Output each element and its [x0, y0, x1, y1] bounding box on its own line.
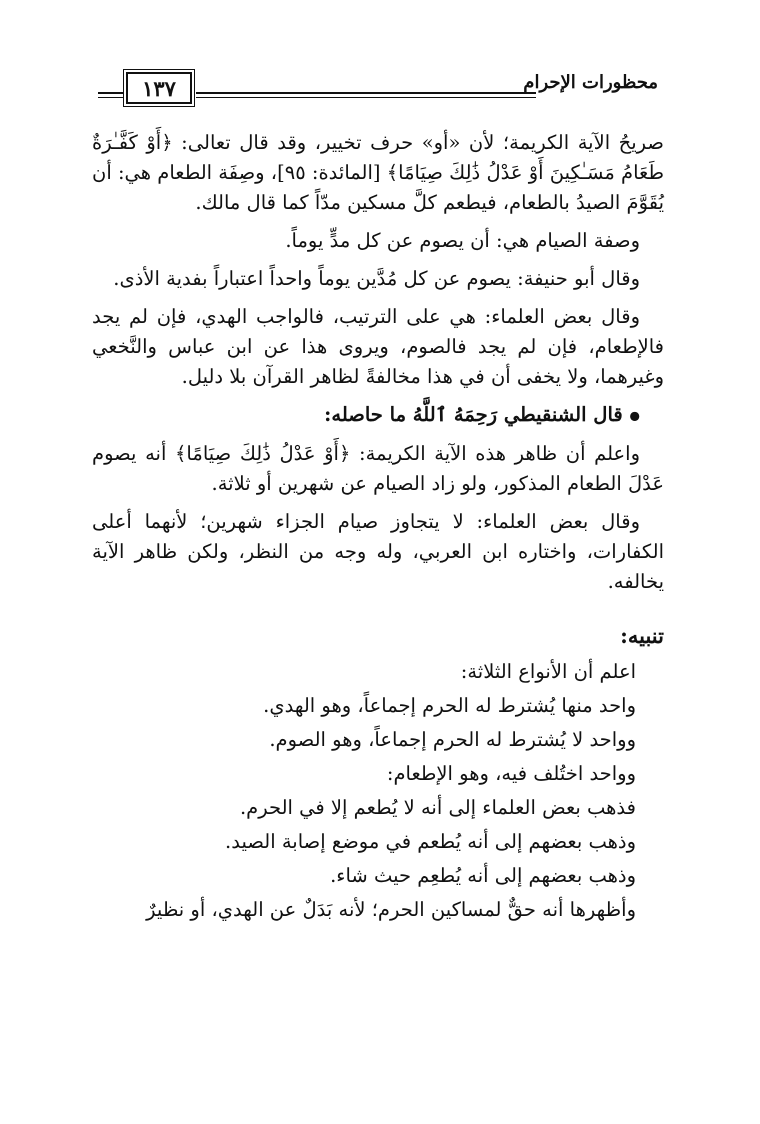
header-rule-right-thin: [196, 97, 536, 98]
header-rule-left-thin: [98, 97, 124, 98]
paragraph: واعلم أن ظاهر هذه الآية الكريمة: ﴿أَوْ عَدْلُ ذَٰلِكَ صِيَامًا﴾ أنه يصوم عَدْلَ الطعام المذكور، ولو زاد الصيام عن شهرين أو ثلاثة.: [92, 441, 664, 495]
note-line: اعلم أن الأنواع الثلاثة:: [460, 659, 636, 683]
page-number: ١٣٧: [142, 75, 176, 101]
paragraph: صريحُ الآية الكريمة؛ لأن «أو» حرف تخيير، وقد قال تعالى: ﴿أَوْ كَفَّـٰرَةٌ طَعَامُ مَسَـٰكِينَ أَوْ عَدْلُ ذَٰلِكَ صِيَامًا﴾ [المائدة: ٩٥]، وصِفَة الطعام هي: أن يُقَوَّمَ الصيدُ بالطعام، فيطعم كلَّ مسكين مدّاً كما قال مالك.: [92, 131, 664, 214]
paragraph: وقال أبو حنيفة: يصوم عن كل مُدَّين يوماً واحداً اعتباراً بفدية الأذى.: [113, 267, 640, 290]
body-text: [92, 128, 664, 929]
note-line: فذهب بعض العلماء إلى أنه لا يُطعم إلا في الحرم.: [239, 795, 636, 819]
header-rule-right: [196, 92, 536, 94]
note-title: تنبيه:: [620, 622, 664, 648]
note-line: وذهب بعضهم إلى أنه يُطعِم حيث شاء.: [330, 863, 636, 887]
paragraph: وقال بعض العلماء: هي على الترتيب، فالواجب الهدي، فإن لم يجد فالإطعام، فإن لم يجد فالصوم، ويروى هذا عن ابن عباس والنَّخعي وغيرهما، ولا يخفى أن في هذا مخالفةً لظاهر القرآن بلا دليل.: [92, 305, 664, 388]
paragraph: وقال بعض العلماء: لا يتجاوز صيام الجزاء شهرين؛ لأنهما أعلى الكفارات، واختاره ابن العربي، وله وجه من النظر، ولكن ظاهر الآية يخالفه.: [92, 509, 664, 593]
note-last-line: وأظهرها أنه حقٌّ لمساكين الحرم؛ لأنه بَدَلٌ عن الهدي، أو نظيرٌ: [146, 897, 636, 921]
section-heading: [92, 400, 664, 431]
running-title: محظورات الإحرام: [523, 72, 658, 93]
note-line: وواحد اختُلف فيه، وهو الإطعام:: [386, 761, 636, 785]
section-heading-text: قال الشنقيطي رَحِمَهُ ٱللَّهُ ما حاصله:: [324, 403, 623, 426]
paragraph: وصفة الصيام هي: أن يصوم عن كل مدٍّ يوماً.: [285, 229, 640, 252]
page-number-box: [126, 72, 192, 104]
note-line: واحد منها يُشترط له الحرم إجماعاً، وهو الهدي.: [263, 693, 636, 717]
note-line: وواحد لا يُشترط له الحرم إجماعاً، وهو الصوم.: [269, 727, 636, 751]
note-line: وذهب بعضهم إلى أنه يُطعم في موضع إصابة الصيد.: [225, 829, 636, 853]
header-rule-left: [98, 92, 124, 94]
bullet-icon: ●: [629, 408, 640, 423]
page-header: [98, 68, 658, 108]
